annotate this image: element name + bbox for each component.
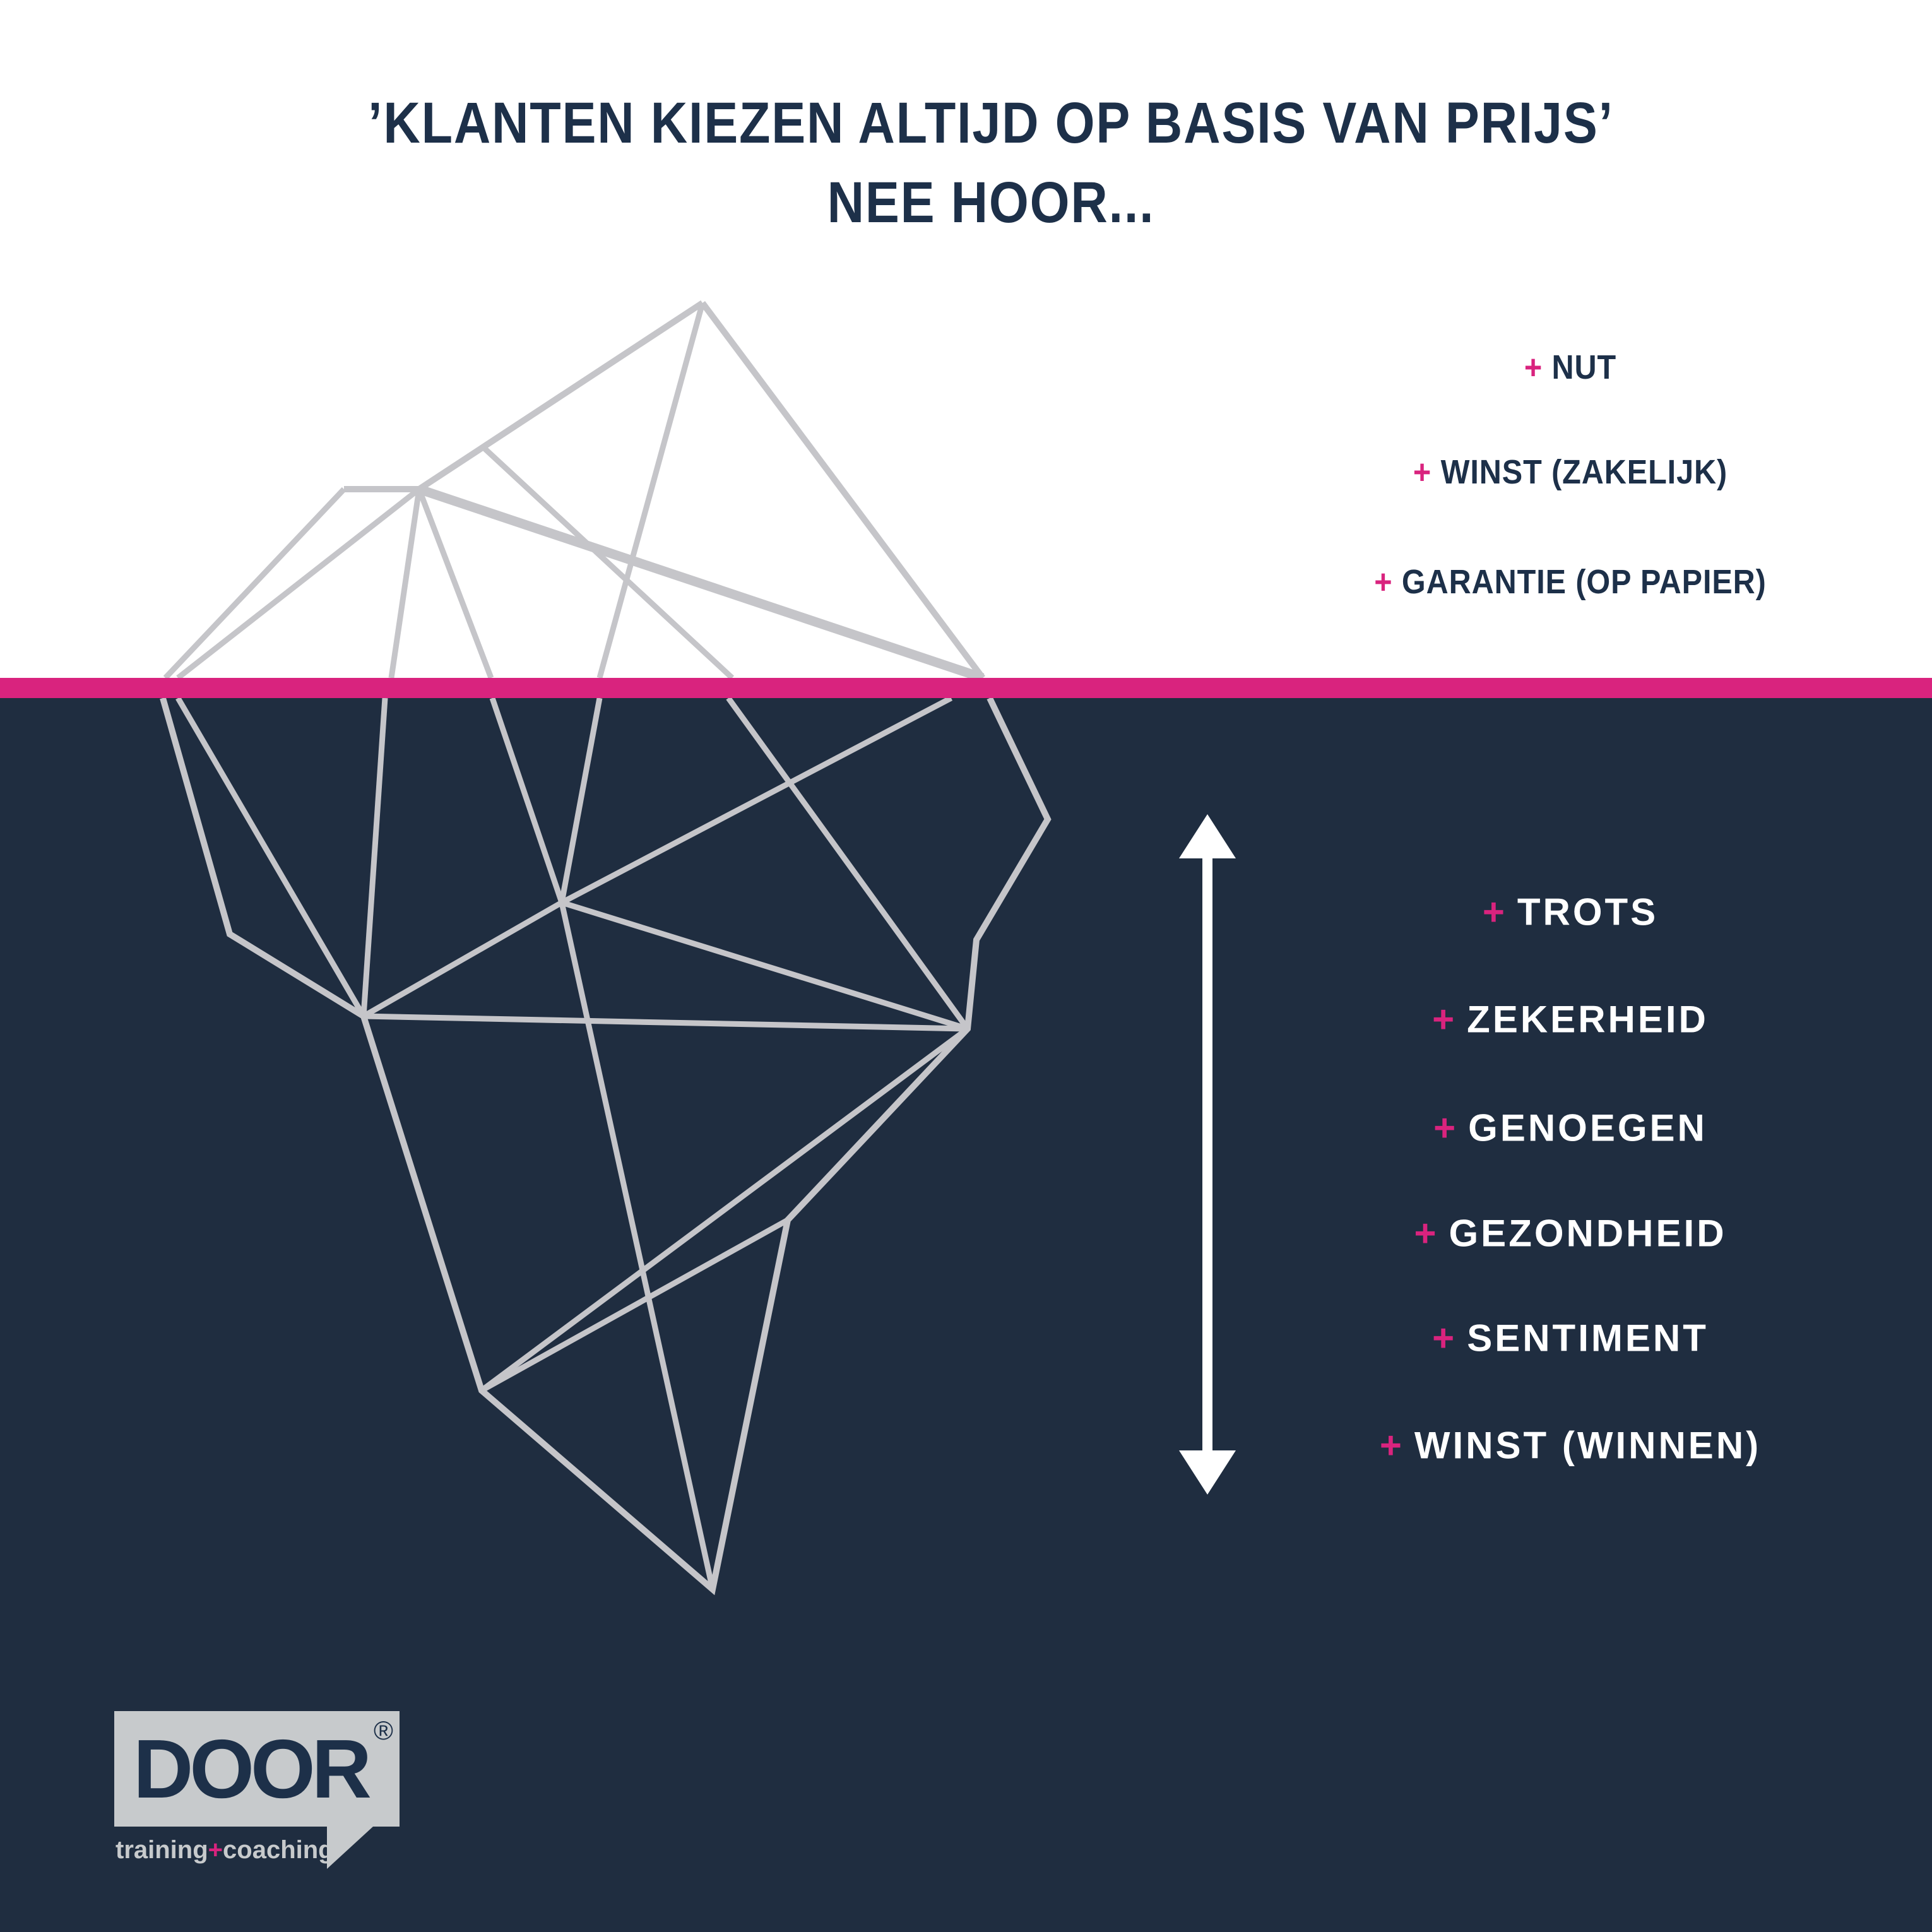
plus-icon: + bbox=[208, 1836, 223, 1864]
label-text: GEZONDHEID bbox=[1449, 1212, 1727, 1255]
label-text: GARANTIE (OP PAPIER) bbox=[1401, 563, 1767, 601]
tagline-training: training bbox=[116, 1836, 208, 1864]
page-title bbox=[368, 83, 1614, 242]
waterline bbox=[0, 678, 1932, 698]
logo-wordmark: DOOR bbox=[133, 1722, 368, 1815]
label-text: NUT bbox=[1551, 348, 1617, 386]
iceberg-above-water-wireframe bbox=[165, 303, 983, 678]
label-text: GENOEGEN bbox=[1468, 1106, 1707, 1149]
above-water-label-winst-zakelijk bbox=[1413, 453, 1728, 492]
plus-icon: + bbox=[1413, 453, 1432, 491]
plus-icon: + bbox=[1379, 1424, 1404, 1467]
below-water-label-winst-winnen bbox=[1380, 1424, 1761, 1467]
plus-icon: + bbox=[1432, 1317, 1457, 1360]
above-water-label-garantie bbox=[1374, 562, 1767, 602]
title-line-1: ’KLANTEN KIEZEN ALTIJD OP BASIS VAN PRIJS’ bbox=[368, 91, 1614, 155]
label-text: TROTS bbox=[1517, 891, 1659, 933]
above-water-label-nut bbox=[1524, 348, 1616, 387]
logo-tagline bbox=[116, 1836, 334, 1864]
below-water-label-gezondheid bbox=[1414, 1212, 1726, 1255]
below-water-label-genoegen bbox=[1433, 1106, 1707, 1150]
below-water-label-zekerheid bbox=[1432, 998, 1709, 1041]
registered-trademark-icon: ® bbox=[374, 1716, 393, 1745]
logo-speech-bubble-tail bbox=[327, 1827, 373, 1869]
plus-icon: + bbox=[1374, 563, 1393, 601]
tagline-coaching: coaching bbox=[223, 1836, 334, 1864]
plus-icon: + bbox=[1524, 348, 1543, 386]
label-text: WINST (WINNEN) bbox=[1414, 1424, 1762, 1467]
door-logo bbox=[114, 1711, 400, 1869]
plus-icon: + bbox=[1432, 998, 1457, 1041]
label-text: SENTIMENT bbox=[1467, 1317, 1709, 1360]
below-water-label-sentiment bbox=[1432, 1317, 1709, 1360]
plus-icon: + bbox=[1414, 1212, 1439, 1255]
plus-icon: + bbox=[1482, 891, 1507, 933]
label-text: ZEKERHEID bbox=[1467, 998, 1709, 1041]
below-water-label-trots bbox=[1483, 891, 1658, 934]
plus-icon: + bbox=[1433, 1106, 1459, 1149]
title-line-2: NEE HOOR... bbox=[827, 170, 1155, 235]
label-text: WINST (ZAKELIJK) bbox=[1440, 453, 1728, 491]
